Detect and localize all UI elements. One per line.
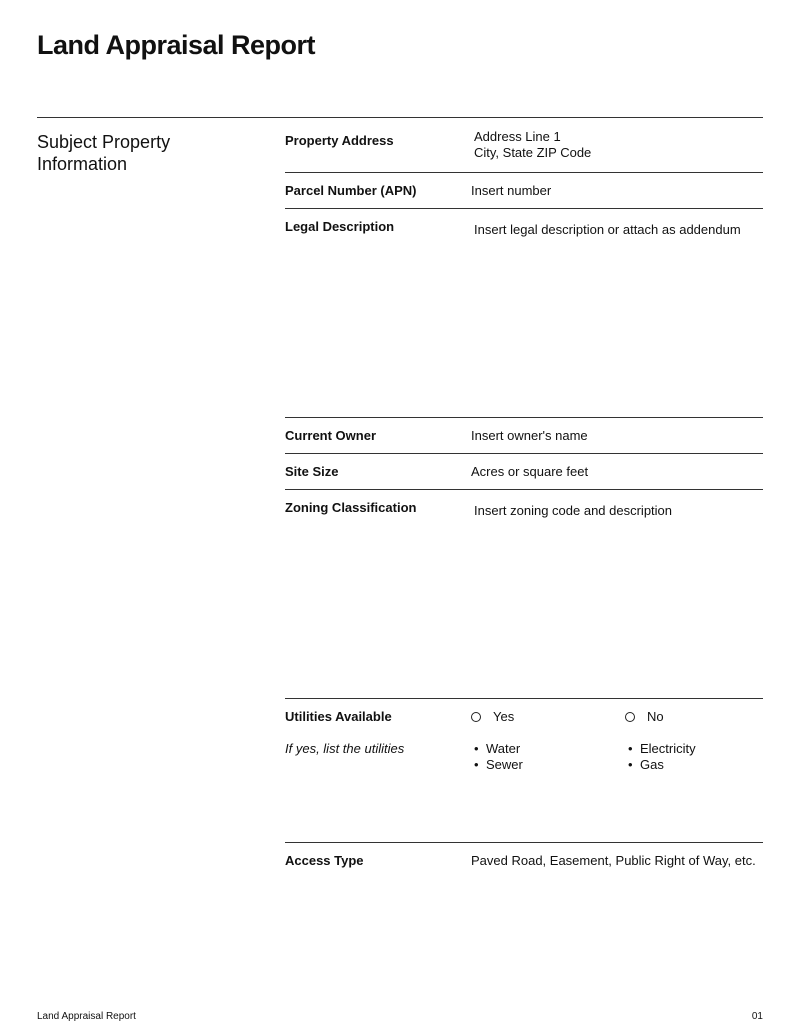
site-size-value[interactable]: Acres or square feet [471,464,589,479]
row-divider [285,489,763,490]
zoning-value[interactable]: Insert zoning code and description [474,503,673,518]
current-owner-value[interactable]: Insert owner's name [471,428,588,443]
utilities-list-col1 [474,741,523,773]
utilities-label: Utilities Available [285,709,392,724]
property-address-line2[interactable]: City, State ZIP Code [474,145,592,160]
parcel-number-label: Parcel Number (APN) [285,183,417,198]
page-number: 01 [751,1011,763,1022]
list-item[interactable]: • Gas [628,757,696,773]
list-item[interactable]: • Electricity [628,741,696,757]
utilities-no-label: No [647,709,664,724]
property-address-line1[interactable]: Address Line 1 [474,129,561,144]
row-divider [285,417,763,418]
utilities-list-label: If yes, list the utilities [285,741,405,756]
parcel-number-value[interactable]: Insert number [471,183,552,198]
row-divider [285,453,763,454]
section-title: Subject Property Information [37,132,171,174]
legal-description-label: Legal Description [285,219,395,234]
list-item[interactable]: • Sewer [474,757,523,773]
row-divider [285,698,763,699]
current-owner-label: Current Owner [285,428,377,443]
header-divider [37,117,763,118]
utilities-no-radio[interactable] [625,709,664,724]
radio-circle-icon[interactable] [471,712,481,722]
list-item[interactable]: • Water [474,741,523,757]
row-divider [285,208,763,209]
row-divider [285,172,763,173]
access-type-value[interactable]: Paved Road, Easement, Public Right of Way, etc. [471,853,756,868]
row-divider [285,842,763,843]
access-type-label: Access Type [285,853,364,868]
utilities-yes-label: Yes [493,709,515,724]
footer-title: Land Appraisal Report [37,1011,136,1022]
utilities-list-col2 [628,741,696,773]
legal-description-value[interactable]: Insert legal description or attach as addendum [474,222,741,237]
property-address-label: Property Address [285,133,394,148]
site-size-label: Site Size [285,464,339,479]
zoning-label: Zoning Classification [285,500,417,515]
page-title: Land Appraisal Report [37,30,316,60]
radio-circle-icon[interactable] [625,712,635,722]
utilities-yes-radio[interactable] [471,709,514,724]
